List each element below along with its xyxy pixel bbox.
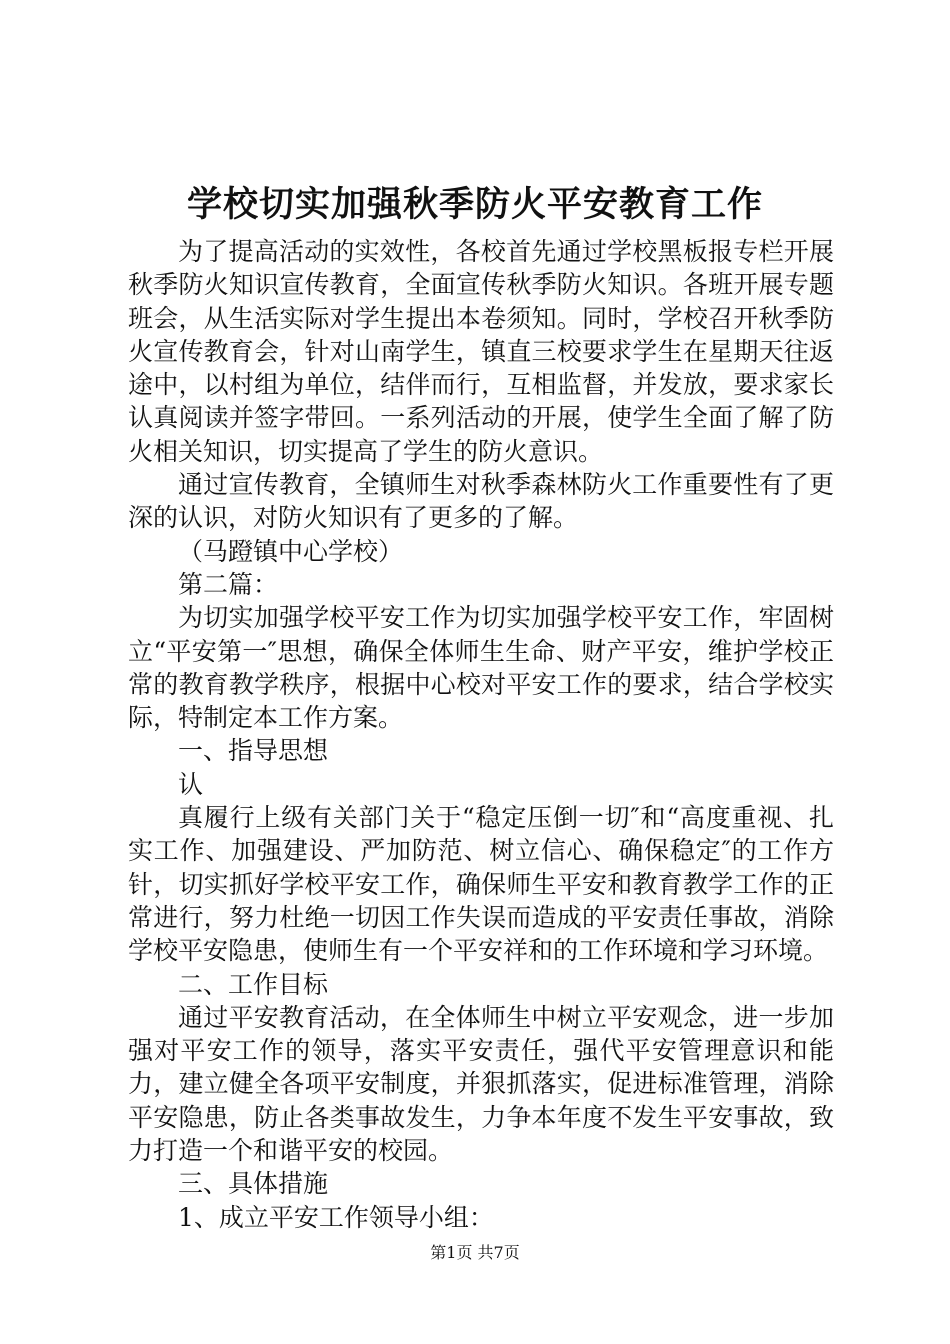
paragraph: 为了提高活动的实效性，各校首先通过学校黑板报专栏开展秋季防火知识宣传教育，全面宣传秋季防火知识。各班开展专题班会，从生活实际对学生提出本卷须知。同时，学校召开秋季防火宣传教育会，针对山南学生，镇直三校要求学生在星期天往返途中，以村组为单位，结伴而行，互相监督，并发放，要求家长认真阅读并签字带回。一系列活动的开展，使学生全面了解了防火相关知识，切实提高了学生的防火意识。 — [128, 237, 834, 466]
document-title: 学校切实加强秋季防火平安教育工作 — [186, 184, 763, 225]
section-heading: 第二篇： — [178, 569, 279, 599]
section-heading: 三、具体措施 — [178, 1169, 329, 1199]
paragraph: 为切实加强学校平安工作为切实加强学校平安工作，牢固树立“平安第一″思想，确保全体师生生命、财产平安，维护学校正常的教育教学秩序，根据中心校对平安工作的要求，结合学校实际，特制定本工作方案。 — [128, 603, 834, 733]
section-heading: 一、指导思想 — [178, 736, 329, 766]
document-body — [128, 235, 834, 1234]
paragraph: 通过宣传教育，全镇师生对秋季森林防火工作重要性有了更深的认识，对防火知识有了更多的了解。 — [128, 470, 834, 533]
paragraph: 通过平安教育活动，在全体师生中树立平安观念，进一步加强对平安工作的领导，落实平安责任，强代平安管理意识和能力，建立健全各项平安制度，并狠抓落实，促进标准管理，消除平安隐患，防止各类事故发生，力争本年度不发生平安事故，致力打造一个和谐平安的校园。 — [128, 1002, 834, 1166]
page-number-footer: 第1页 共7页 — [430, 1243, 520, 1262]
paragraph: 1、成立平安工作领导小组： — [178, 1202, 494, 1232]
paragraph: （马蹬镇中心学校） — [178, 536, 404, 566]
paragraph: 认 — [178, 769, 204, 799]
section-heading: 二、工作目标 — [178, 969, 329, 999]
paragraph: 真履行上级有关部门关于“稳定压倒一切″和“高度重视、扎实工作、加强建设、严加防范、树立信心、确保稳定″的工作方针，切实抓好学校平安工作，确保师生平安和教育教学工作的正常进行，努力杜绝一切因工作失误而造成的平安责任事故，消除学校平安隐患，使师生有一个平安祥和的工作环境和学习环境。 — [128, 803, 834, 966]
